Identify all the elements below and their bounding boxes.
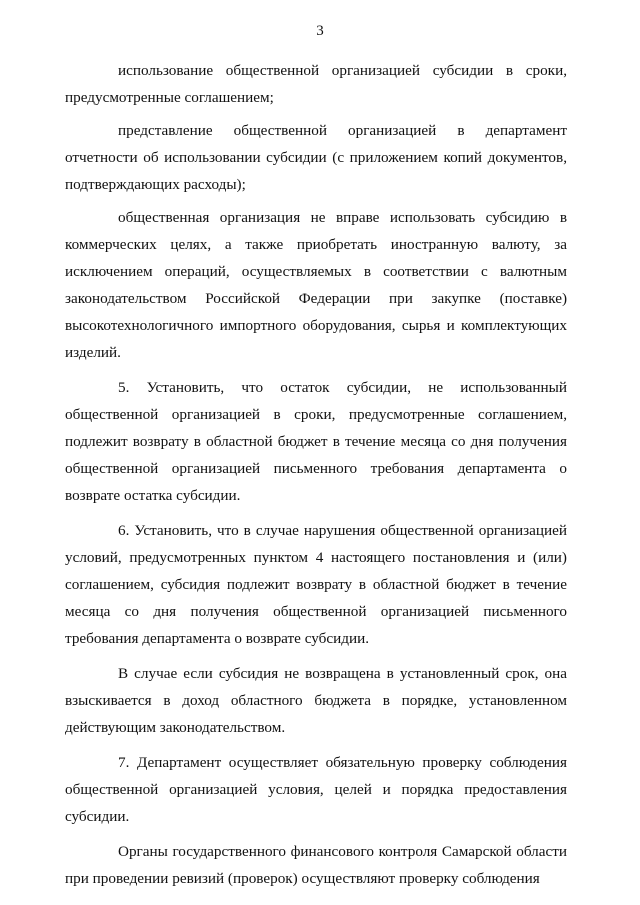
paragraph-8: Органы государственного финансового контроля Самарской области при проведении ревизий (проверок) осуществляют проверку соблюдения xyxy=(65,843,567,887)
paragraph-2: представление общественной организацией в департамент отчетности об использовании субсидии (с приложением копий документов, подтверждающих расходы); xyxy=(65,122,567,193)
paragraph-1: использование общественной организацией субсидии в сроки, предусмотренные соглашением; xyxy=(65,62,567,106)
paragraph-7: 7. Департамент осуществляет обязательную проверку соблюдения общественной организацией условия, целей и порядка предоставления субсидии. xyxy=(65,754,567,825)
document-body xyxy=(65,57,567,892)
paragraph-4: 5. Установить, что остаток субсидии, не использованный общественной организацией в сроки, предусмотренные соглашением, подлежит возврату в областной бюджет в течение месяца со дня получения общественной организацией письменного требования департамента о возврате остатка субсидии. xyxy=(65,379,567,504)
paragraph-3: общественная организация не вправе использовать субсидию в коммерческих целях, а также приобретать иностранную валюту, за исключением операций, осуществляемых в соответствии с валютным законодательством Российской Федерации при закупке (поставке) высокотехнологичного импортного оборудования, сырья и комплектующих изделий. xyxy=(65,209,567,361)
paragraph-5: 6. Установить, что в случае нарушения общественной организацией условий, предусмотренных пунктом 4 настоящего постановления и (или) соглашением, субсидия подлежит возврату в областной бюджет в течение месяца со дня получения общественной организацией письменного требования департамента о возврате субсидии. xyxy=(65,522,567,647)
paragraph-6: В случае если субсидия не возвращена в установленный срок, она взыскивается в доход областного бюджета в порядке, установленном действующим законодательством. xyxy=(65,665,567,736)
page-number: 3 xyxy=(316,23,324,39)
